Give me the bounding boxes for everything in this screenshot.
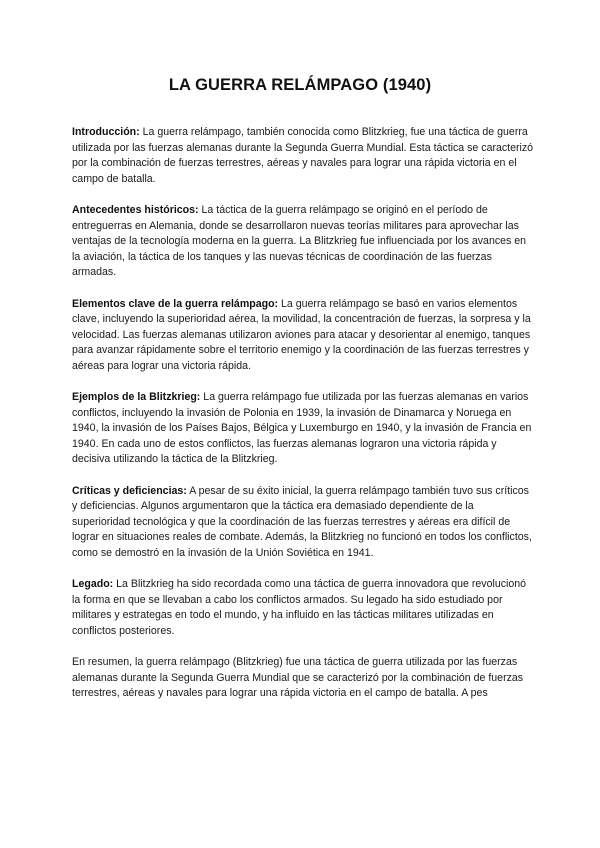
section-text: La Blitzkrieg ha sido recordada como una táctica de guerra innovadora que revolucionó la forma en que se llevaban a cabo los conflictos armados. Su legado ha sido estudiado por militares y estrategas en todo el mundo, y ha influido en las tácticas militares utilizadas en conflictos posteriores.: [72, 578, 527, 637]
section-elementos-clave: [72, 297, 534, 375]
section-label: Antecedentes históricos:: [72, 204, 199, 216]
section-ejemplos: [72, 390, 534, 468]
section-label: Elementos clave de la guerra relámpago:: [72, 297, 279, 310]
document-title: LA GUERRA RELÁMPAGO (1940): [168, 76, 432, 94]
summary-paragraph: En resumen, la guerra relámpago (Blitzkrieg) fue una táctica de guerra utilizada por las fuerzas alemanas durante la Segunda Guerra Mundial que se caracterizó por la combinación de fuerzas terrestres, aéreas y navales para lograr una rápida victoria en el campo de batalla. A pes: [72, 656, 524, 699]
section-label: Críticas y deficiencias:: [72, 484, 187, 497]
section-label: Ejemplos de la Blitzkrieg:: [72, 391, 201, 403]
section-label: Legado:: [72, 578, 114, 590]
section-text: La táctica de la guerra relámpago se originó en el período de entreguerras en Alemania, donde se desarrollaron nuevas teorías militares para aprovechar las ventajas de la tecnología moderna en la guerra. La Blitzkrieg fue influenciada por los avances en la aviación, la táctica de los tanques y las nuevas técnicas de coordinación de las fuerzas armadas.: [72, 204, 527, 278]
section-text: La guerra relámpago se basó en varios elementos clave, incluyendo la superioridad aérea, la movilidad, la concentración de fuerzas, la sorpresa y la velocidad. Las fuerzas alemanas utilizaron aviones para atacar y desorientar al enemigo, tanques para avanzar rápidamente sobre el territorio enemigo y la coordinación de las fuerzas terrestres y aéreas para lograr una victoria rápida.: [72, 297, 531, 372]
section-introduccion: [72, 125, 534, 187]
section-label: Introducción:: [72, 126, 140, 138]
section-legado: [72, 577, 534, 639]
section-text: A pesar de su éxito inicial, la guerra relámpago también tuvo sus críticos y deficiencias. Algunos argumentaron que la táctica era demasiado dependiente de la superioridad tecnológica y que la coordinación de las fuerzas terrestres y aéreas era difícil de lograr en situaciones reales de combate. Además, la Blitzkrieg no funcionó en todos los conflictos, como se demostró en la invasión de la Unión Soviética en 1941.: [72, 484, 532, 559]
section-text: La guerra relámpago, también conocida como Blitzkrieg, fue una táctica de guerra utilizada por las fuerzas alemanas durante la Segunda Guerra Mundial. Esta táctica se caracterizó por la combinación de fuerzas terrestres, aéreas y navales para lograr una rápida victoria en el campo de batalla.: [72, 126, 534, 185]
section-antecedentes: [72, 203, 534, 281]
document-body: [72, 125, 534, 718]
section-text: La guerra relámpago fue utilizada por las fuerzas alemanas en varios conflictos, incluyendo la invasión de Polonia en 1939, la invasión de Dinamarca y Noruega en 1940, la invasión de los Países Bajos, Bélgica y Luxemburgo en 1940, y la invasión de Francia en 1940. En cada uno de estos conflictos, las fuerzas alemanas lograron una victoria rápida y decisiva utilizando la táctica de la Blitzkrieg.: [72, 391, 532, 465]
section-criticas: [72, 484, 534, 562]
